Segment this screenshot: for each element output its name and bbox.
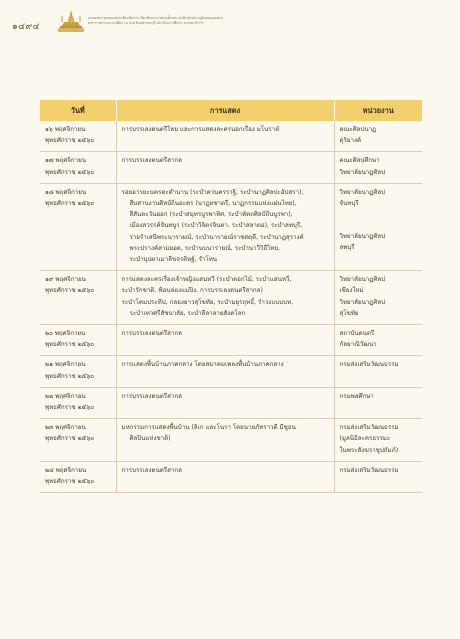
cell-line: ระบำรักชาติ, ฟ้อนล่องแม่ปิง, การบรรเลงดนตรีสากล)	[121, 287, 263, 295]
date-cell	[40, 387, 116, 418]
table-row	[40, 183, 422, 270]
table-row	[40, 271, 422, 325]
cell-line: พุทธศักราช ๒๕๖๐	[45, 168, 95, 176]
cell-line: ร่ายรำเสนีพระนารายณ์, ระบำนารายณ์ราชสดุดี, ระบำนาฏสุรางค์	[129, 233, 304, 241]
page-header	[0, 0, 460, 40]
header-line-2: มหาราชบรมนาถบพิตร ณ จังหวัดสุพรรณบุรี สถาบันการศึกษา บรรณาธิการ	[88, 21, 204, 25]
cell-line: การบรรเลงดนตรีสากล	[121, 330, 182, 338]
cell-line: ๒๑ พฤศจิกายน	[45, 361, 86, 369]
performance-cell	[116, 356, 334, 387]
cell-line: วิทยาลัยนาฏศิลป	[339, 298, 386, 306]
cell-line: ๒๐ พฤศจิกายน	[45, 330, 86, 338]
cell-line: การบรรเลงดนตรีสากล	[121, 466, 182, 474]
date-cell	[40, 121, 116, 152]
performance-schedule-table	[40, 100, 422, 493]
cell-line: วิทยาลัยนาฏศิลป	[339, 276, 386, 284]
header-line-1: หอจดหมายเหตุแห่งชาติเฉลิมพระเกียรติพระบาทสมเด็จพระปรมินทรมหาภูมิพลอดุลยเดช	[88, 16, 223, 20]
cell-line: จันทบุรี	[339, 200, 359, 208]
cell-line: การแสดงพื้นบ้านภาคกลาง โดยสมาคมเพลงพื้นบ้านภาคกลาง	[121, 361, 284, 369]
header-text	[88, 16, 223, 26]
performance-cell	[116, 183, 334, 270]
cell-line: สีสันตะวันออก (ระบำสมุทรบูรพาทิศ, ระบำหัตถศิลป์ถิ่นบูรพา),	[129, 211, 293, 219]
header-agency: หน่วยงาน	[334, 100, 422, 121]
performance-cell	[116, 325, 334, 356]
page-number: ๑๔๙๔	[12, 22, 40, 32]
cell-line: พุทธศักราช ๒๕๖๐	[45, 478, 95, 486]
date-cell	[40, 356, 116, 387]
table-row	[40, 387, 422, 418]
cell-line: กรมพลศึกษา	[339, 392, 374, 400]
cell-line: ลพบุรี	[339, 244, 355, 252]
cell-line: มหกรรมการแสดงพื้นบ้าน (ลิเก และโนรา โดยนายภัทราวดี มีชูธน	[121, 424, 296, 432]
cell-line: ระบำโคมประทีป, กลองยาวสุโขทัย, ระบำมยุรฤทธิ์, รำวงแบบบท,	[121, 298, 294, 306]
table-row	[40, 325, 422, 356]
cell-line: การบรรเลงดนตรีไทย และการแสดงละครนอกเรื่อง มโนราห์	[121, 126, 280, 133]
cell-line: การบรรเลงดนตรีสากล	[121, 392, 182, 400]
cell-line: ๑๖ พฤศจิกายน	[45, 126, 86, 133]
performance-cell	[116, 152, 334, 183]
agency-cell	[334, 387, 422, 418]
royal-crematorium-icon	[56, 10, 86, 34]
cell-line: ๑๗ พฤศจิกายน	[45, 157, 87, 165]
table-row	[40, 419, 422, 462]
agency-cell	[334, 121, 422, 152]
cell-line: คณะศิลปศึกษา	[339, 157, 380, 165]
cell-line: กัลยาณิวัฒนา	[339, 341, 377, 349]
cell-line: พุทธศักราช ๒๕๖๐	[45, 404, 95, 412]
cell-line: วิทยาลัยนาฏศิลป	[339, 168, 386, 176]
agency-cell	[334, 356, 422, 387]
agency-cell	[334, 152, 422, 183]
performance-cell	[116, 271, 334, 325]
agency-cell	[334, 183, 422, 270]
cell-line: สืบสานงานศิลป์ถิ่นอะดร (นาฏยชาตรี, นาฏกรรมแห่งแผ่นไทย),	[129, 200, 297, 208]
cell-line: เชียงใหม่	[339, 287, 364, 295]
agency-cell	[334, 325, 422, 356]
date-cell	[40, 271, 116, 325]
header-date: วันที่	[40, 100, 116, 121]
cell-line: ดุริยางค์	[339, 137, 362, 145]
cell-line: สถาบันดนตรี	[339, 330, 375, 338]
table-row	[40, 152, 422, 183]
cell-gap	[340, 220, 420, 231]
cell-line: พุทธศักราช ๒๕๖๐	[45, 341, 95, 349]
cell-line: กรมส่งเสริมวัฒนธรรม	[339, 361, 399, 369]
table-row	[40, 356, 422, 387]
performance-cell	[116, 461, 334, 492]
cell-line: การบรรเลงดนตรีสากล	[121, 157, 182, 165]
cell-line: พุทธศักราช ๒๕๖๐	[45, 287, 95, 295]
cell-line: วิทยาลัยนาฏศิลป	[339, 188, 386, 196]
cell-line: พุทธศักราช ๒๕๖๐	[45, 137, 95, 145]
table-header-row	[40, 100, 422, 121]
date-cell	[40, 461, 116, 492]
cell-line: ระบำบุปผาเมาลีขจรติหฺฐ์, รำโทน	[129, 256, 218, 264]
cell-line: ระบำเทวศรีสัชนาลัย, ระบำลีลาลายสังคโลก	[129, 309, 246, 317]
cell-line: ๒๓ พฤศจิกายน	[45, 424, 86, 432]
table-row	[40, 121, 422, 152]
agency-cell	[334, 461, 422, 492]
date-cell	[40, 152, 116, 183]
performance-cell	[116, 419, 334, 462]
cell-line: ๑๙ พฤศจิกายน	[45, 276, 86, 284]
cell-line: คณะศิลปนาฏ	[339, 126, 377, 133]
cell-line: พระปรางค์สามยอด, ระบำนบนารายณ์, ระบำนาวีวิถีไทย,	[129, 244, 280, 252]
performance-cell	[116, 121, 334, 152]
agency-cell	[334, 271, 422, 325]
header-performance: การแสดง	[116, 100, 334, 121]
cell-line: พุทธศักราช ๒๕๖๐	[45, 435, 95, 443]
cell-line: กรมส่งเสริมวัฒนธรรม	[339, 466, 399, 474]
cell-line: สุโขทัย	[339, 309, 359, 317]
date-cell	[40, 325, 116, 356]
table-row	[40, 461, 422, 492]
cell-line: ๒๒ พฤศจิกายน	[45, 392, 86, 400]
cell-gap	[340, 209, 420, 220]
cell-line: กรมส่งเสริมวัฒนธรรม	[339, 424, 399, 432]
cell-line: วิทยาลัยนาฏศิลป	[339, 233, 386, 241]
cell-line: ในพระสังฆราชูปถัมภ์)	[339, 446, 399, 454]
cell-line: ๒๔ พฤศจิกายน	[45, 466, 87, 474]
cell-line: พุทธศักราช ๒๕๖๐	[45, 372, 95, 380]
cell-line: การแสดงละครเรื่องเจ้าหญิงแสนหวี (ระบำดอกไม้, ระบำแสนหวี,	[121, 276, 292, 284]
cell-line: รอยอารยะนครตะตำนาน (ระบำควนครราฐิ, ระบำนาฏศิลปะอัปสรา),	[121, 188, 304, 196]
cell-line: (มูลนิธิละครธรรมะ	[339, 435, 391, 443]
date-cell	[40, 183, 116, 270]
cell-line: เมืองสวรรค์จันทบูร (ระบำวิจิตรจินดา, ระบำสลาตอ), ระบำลพบุรี,	[129, 222, 303, 230]
agency-cell	[334, 419, 422, 462]
cell-line: ศิลปินแห่งชาติ)	[129, 435, 171, 443]
cell-line: พุทธศักราช ๒๕๖๐	[45, 200, 95, 208]
performance-cell	[116, 387, 334, 418]
cell-line: ๑๘ พฤศจิกายน	[45, 188, 87, 196]
date-cell	[40, 419, 116, 462]
